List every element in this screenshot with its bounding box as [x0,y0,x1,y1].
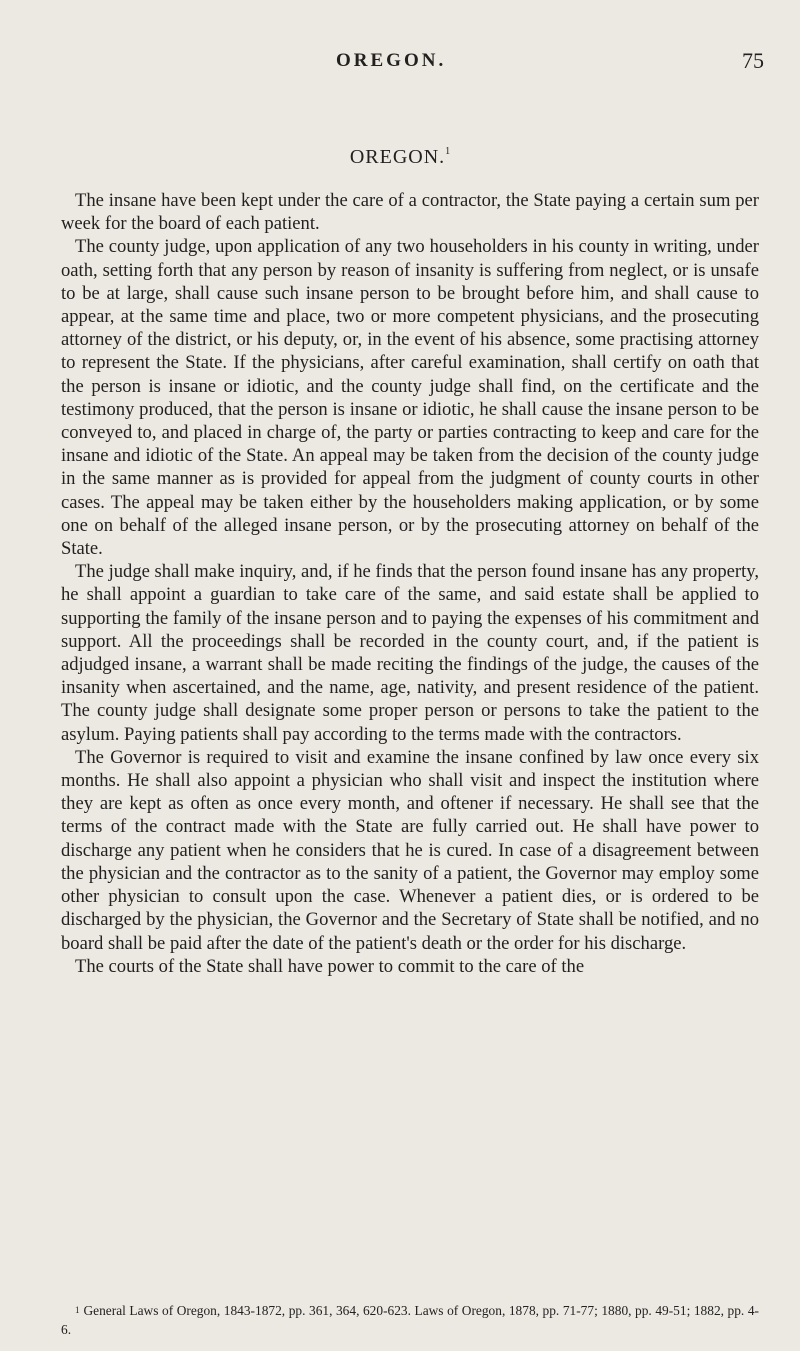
footnote-marker: 1 [75,1305,80,1315]
paragraph: The judge shall make inquiry, and, if he finds that the person found insane has any property, he shall appoint a guardian to take care of the same, and said estate shall be applied to supporting the family of the insane person and to paying the expenses of his commitment and support. All the proceedings shall be recorded in the county court, and, if the patient is adjudged insane, a warrant shall be made reciting the findings of the judge, the causes of the insanity when ascertained, and the name, age, nativity, and present residence of the patient. The county judge shall designate some proper person or persons to take the patient to the asylum. Paying patients shall pay according to the terms made with the contractors. [61,561,759,745]
paragraph: The county judge, upon application of any two householders in his county in writing, under oath, setting forth that any person by reason of insanity is suffering from neglect, or is unsafe to be at large, shall cause such insane person to be brought before him, and shall cause to appear, at the same time and place, two or more competent physicians, and the prosecuting attorney of the district, or his deputy, or, in the event of his absence, some practising attorney to represent the State. If the physicians, after careful examination, shall certify on oath that the person is insane or idiotic, and the county judge shall find, on the certificate and the testimony produced, that the person is insane or idiotic, he shall cause the insane person to be conveyed to, and placed in charge of, the party or parties contracting to keep and care for the insane and idiotic of the State. An appeal may be taken from the decision of the county judge in the same manner as is provided for appeal from the judgment of county courts in other cases. The appeal may be taken either by the householders making application, or by some one on behalf of the alleged insane person, or by the prosecuting attorney on behalf of the State. [61,236,759,560]
footnote [61,1301,759,1339]
paragraph: The insane have been kept under the care of a contractor, the State paying a certain sum per week for the board of each patient. [61,190,759,235]
page-number: 75 [742,48,764,73]
paragraph: The courts of the State shall have power to commit to the care of the [75,955,585,977]
section-title [0,146,800,169]
section-title-text: OREGON. [349,146,446,168]
footnote-reference: 1 [445,146,451,157]
running-title: OREGON. [336,50,447,71]
body-text [61,189,759,978]
footnote-text: General Laws of Oregon, 1843-1872, pp. 361, 364, 620-623. Laws of Oregon, 1878, pp. 71-77; 1880, pp. 49-51; 1882, pp. 4-6. [61,1303,759,1337]
paragraph: The Governor is required to visit and examine the insane confined by law once every six months. He shall also appoint a physician who shall visit and inspect the institution where they are kept as often as once every month, and oftener if necessary. He shall see that the terms of the contract made with the State are fully carried out. He shall have power to discharge any patient when he considers that he is cured. In case of a disagreement between the physician and the contractor as to the sanity of a patient, the Governor may employ some other physician to consult upon the case. Whenever a patient dies, or is ordered to be discharged by the physician, the Governor and the Secretary of State shall be notified, and no board shall be paid after the date of the patient's death or the order for his discharge. [61,746,759,954]
running-header [0,50,800,80]
